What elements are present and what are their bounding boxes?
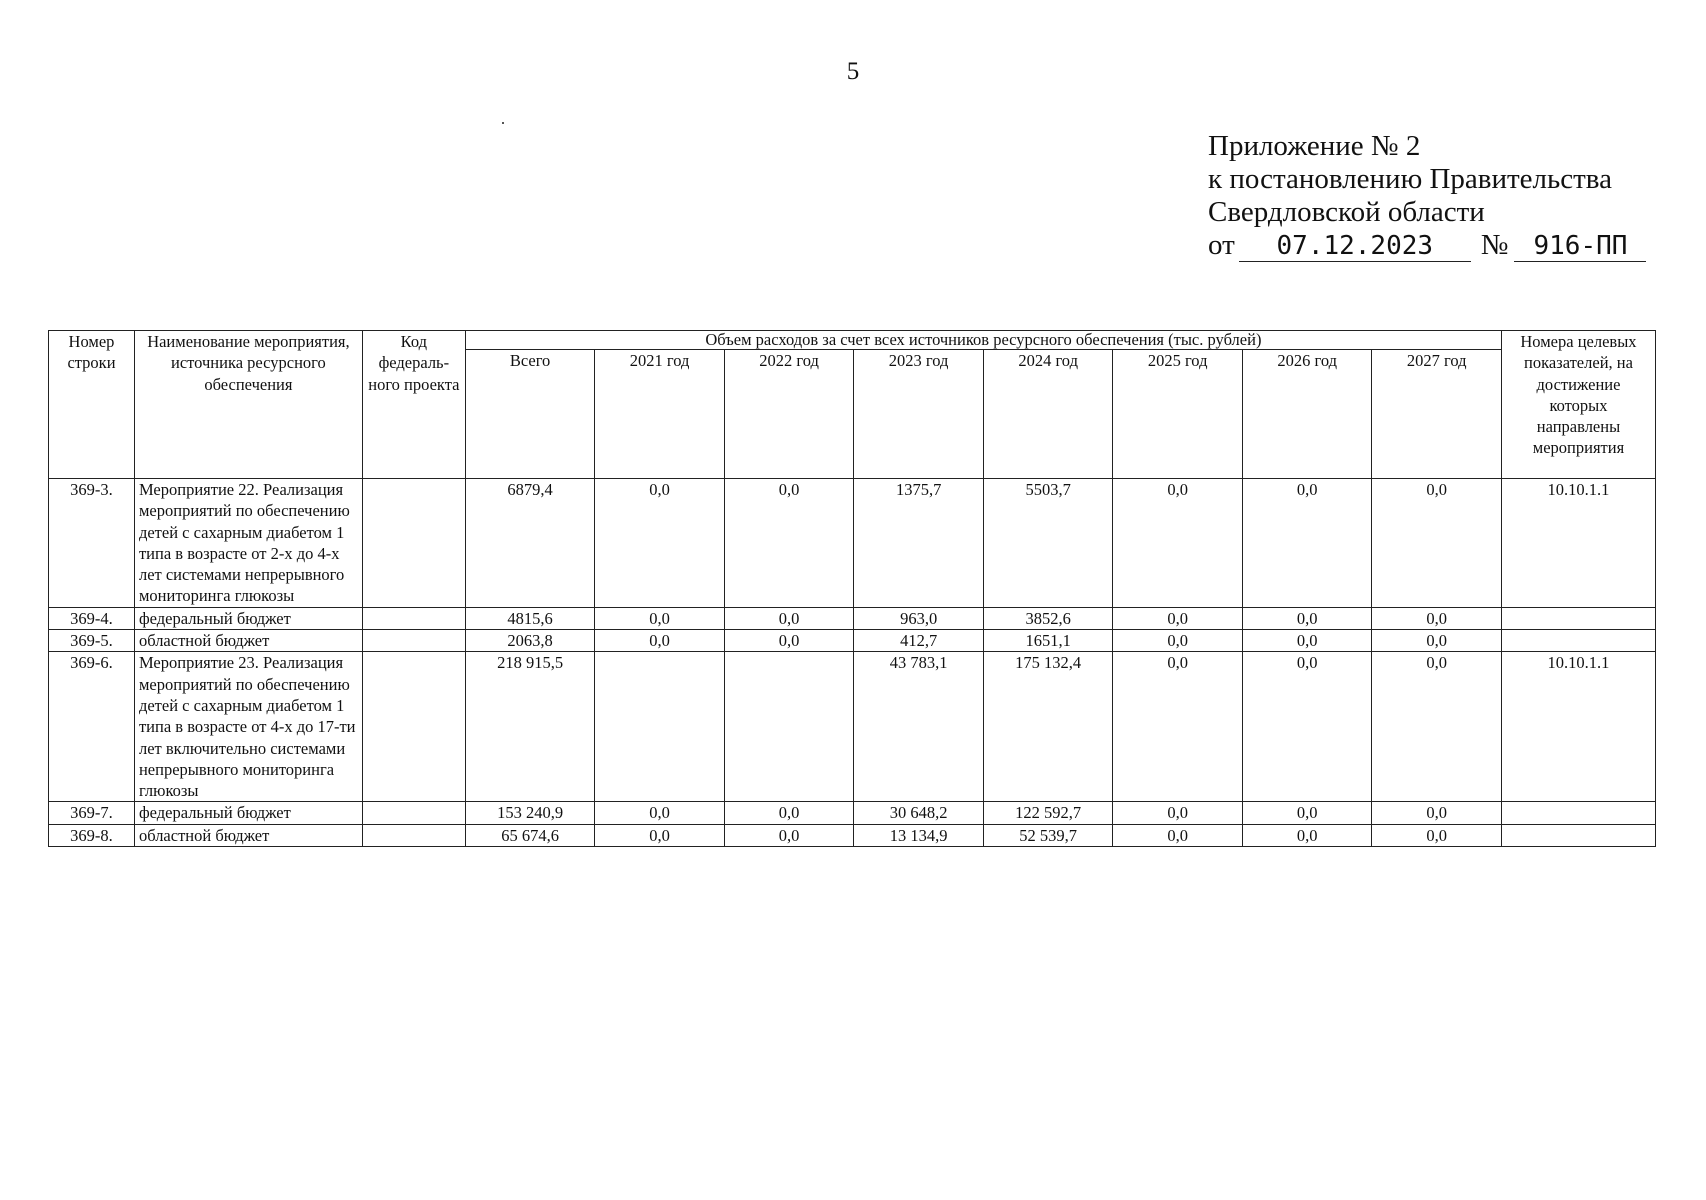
- header-targets: Номера целевых показателей, на достижение которых направлены мероприятия: [1501, 331, 1655, 479]
- row-code: [362, 652, 465, 802]
- row-2021: 0,0: [595, 802, 725, 824]
- row-name: Мероприятие 22. Реализация мероприятий по обеспечению детей с сахарным диабетом 1 типа в возрасте от 2-х до 4-х лет системами непрерывного мониторинга глюкозы: [134, 479, 362, 608]
- row-2024: 3852,6: [983, 607, 1113, 629]
- row-2026: 0,0: [1242, 824, 1372, 846]
- row-target: 10.10.1.1: [1501, 479, 1655, 608]
- appendix-date-line: [1208, 229, 1646, 262]
- row-name: областной бюджет: [134, 824, 362, 846]
- row-2022: 0,0: [724, 630, 854, 652]
- row-2026: 0,0: [1242, 607, 1372, 629]
- row-2022: 0,0: [724, 824, 854, 846]
- row-2024: 175 132,4: [983, 652, 1113, 802]
- row-2023: 412,7: [854, 630, 984, 652]
- row-2023: 30 648,2: [854, 802, 984, 824]
- row-2021: 0,0: [595, 824, 725, 846]
- row-2025: 0,0: [1113, 630, 1243, 652]
- row-target: 10.10.1.1: [1501, 652, 1655, 802]
- header-year: 2022 год: [724, 350, 854, 479]
- row-2027: 0,0: [1372, 802, 1502, 824]
- row-2026: 0,0: [1242, 630, 1372, 652]
- row-2027: 0,0: [1372, 824, 1502, 846]
- row-2026: 0,0: [1242, 479, 1372, 608]
- table-row: [49, 607, 1656, 629]
- row-2021: 0,0: [595, 630, 725, 652]
- row-code: [362, 607, 465, 629]
- resolution-date: 07.12.2023: [1239, 231, 1471, 262]
- row-total: 218 915,5: [465, 652, 595, 802]
- row-2022: [724, 652, 854, 802]
- header-year: 2027 год: [1372, 350, 1502, 479]
- row-2027: 0,0: [1372, 479, 1502, 608]
- row-code: [362, 630, 465, 652]
- row-target: [1501, 630, 1655, 652]
- table-row: [49, 630, 1656, 652]
- row-2027: 0,0: [1372, 630, 1502, 652]
- header-year: 2025 год: [1113, 350, 1243, 479]
- row-2025: 0,0: [1113, 607, 1243, 629]
- row-2024: 52 539,7: [983, 824, 1113, 846]
- row-number: 369-6.: [49, 652, 135, 802]
- table-row: [49, 824, 1656, 846]
- row-2023: 13 134,9: [854, 824, 984, 846]
- appendix-title: Приложение № 2: [1208, 130, 1421, 162]
- header-year: 2024 год: [983, 350, 1113, 479]
- header-row-1: [49, 331, 1656, 350]
- header-year: 2026 год: [1242, 350, 1372, 479]
- row-2022: 0,0: [724, 802, 854, 824]
- row-2024: 1651,1: [983, 630, 1113, 652]
- row-total: 4815,6: [465, 607, 595, 629]
- row-number: 369-5.: [49, 630, 135, 652]
- row-name: областной бюджет: [134, 630, 362, 652]
- row-2023: 43 783,1: [854, 652, 984, 802]
- row-total: 153 240,9: [465, 802, 595, 824]
- number-sign: №: [1480, 229, 1509, 261]
- row-2021: 0,0: [595, 607, 725, 629]
- row-2024: 5503,7: [983, 479, 1113, 608]
- row-2027: 0,0: [1372, 607, 1502, 629]
- row-2025: 0,0: [1113, 479, 1243, 608]
- row-2025: 0,0: [1113, 824, 1243, 846]
- header-name: Наименование мероприятия, источника ресурсного обеспечения: [134, 331, 362, 479]
- header-federal-code: Код федераль-ного проекта: [362, 331, 465, 479]
- row-2022: 0,0: [724, 479, 854, 608]
- row-number: 369-8.: [49, 824, 135, 846]
- row-total: 2063,8: [465, 630, 595, 652]
- row-2021: 0,0: [595, 479, 725, 608]
- row-2023: 963,0: [854, 607, 984, 629]
- row-target: [1501, 824, 1655, 846]
- row-name: Мероприятие 23. Реализация мероприятий по обеспечению детей с сахарным диабетом 1 типа в возрасте от 4-х до 17-ти лет включительно системами непрерывного мониторинга глюкозы: [134, 652, 362, 802]
- row-name: федеральный бюджет: [134, 802, 362, 824]
- row-2026: 0,0: [1242, 652, 1372, 802]
- row-2023: 1375,7: [854, 479, 984, 608]
- row-2021: [595, 652, 725, 802]
- table-body: [49, 479, 1656, 847]
- header-expenses-group: Объем расходов за счет всех источников ресурсного обеспечения (тыс. рублей): [465, 331, 1501, 350]
- header-row-number: Номер строки: [49, 331, 135, 479]
- row-target: [1501, 607, 1655, 629]
- date-prefix: от: [1208, 229, 1235, 261]
- table-row: [49, 652, 1656, 802]
- appendix-region: Свердловской области: [1208, 196, 1485, 228]
- table-row: [49, 802, 1656, 824]
- expenses-table: [48, 330, 1656, 847]
- resolution-number: 916-ПП: [1514, 231, 1646, 262]
- row-number: 369-7.: [49, 802, 135, 824]
- row-target: [1501, 802, 1655, 824]
- appendix-resolution: к постановлению Правительства: [1208, 163, 1612, 195]
- row-2025: 0,0: [1113, 652, 1243, 802]
- row-total: 65 674,6: [465, 824, 595, 846]
- scan-speck: [502, 122, 504, 124]
- page-number: 5: [846, 58, 860, 85]
- row-number: 369-3.: [49, 479, 135, 608]
- row-number: 369-4.: [49, 607, 135, 629]
- appendix-header: [1208, 130, 1646, 262]
- row-name: федеральный бюджет: [134, 607, 362, 629]
- header-year: 2021 год: [595, 350, 725, 479]
- row-2022: 0,0: [724, 607, 854, 629]
- table-row: [49, 479, 1656, 608]
- row-2027: 0,0: [1372, 652, 1502, 802]
- row-2025: 0,0: [1113, 802, 1243, 824]
- row-code: [362, 802, 465, 824]
- row-2026: 0,0: [1242, 802, 1372, 824]
- header-total: Всего: [465, 350, 595, 479]
- row-2024: 122 592,7: [983, 802, 1113, 824]
- row-code: [362, 824, 465, 846]
- row-total: 6879,4: [465, 479, 595, 608]
- header-year: 2023 год: [854, 350, 984, 479]
- row-code: [362, 479, 465, 608]
